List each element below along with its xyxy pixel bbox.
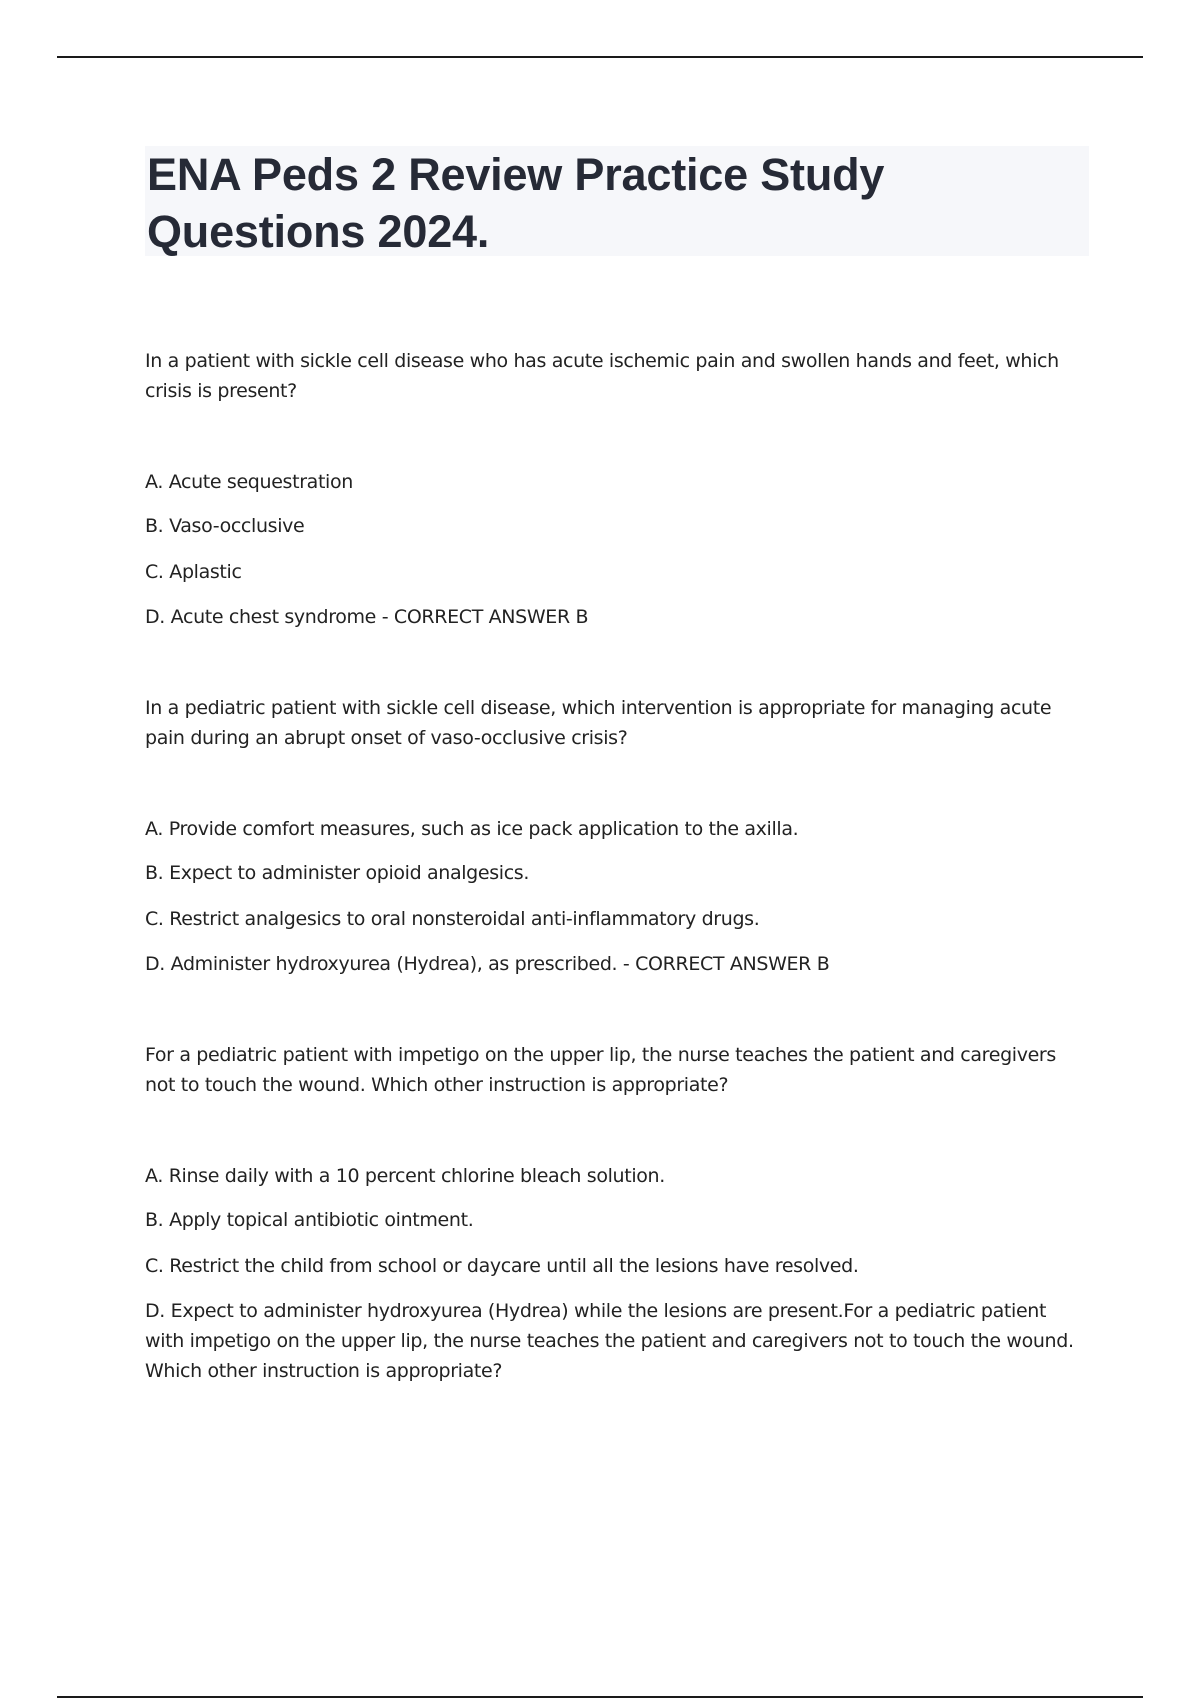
question-3-option-b: B. Apply topical antibiotic ointment.: [145, 1209, 474, 1231]
question-1-text: In a patient with sickle cell disease who has acute ischemic pain and swollen hands and feet, which crisis is present?: [145, 350, 1059, 402]
question-3-option-c: C. Restrict the child from school or daycare until all the lesions have resolved.: [145, 1255, 859, 1277]
question-2-option-d: D. Administer hydroxyurea (Hydrea), as prescribed. - CORRECT ANSWER B: [145, 953, 830, 975]
question-3-option-d: D. Expect to administer hydroxyurea (Hydrea) while the lesions are present.For a pediatric patient with impetigo on the upper lip, the nurse teaches the patient and caregivers not to touch the wound. Which other instruction is appropriate?: [145, 1300, 1074, 1382]
document-title: ENA Peds 2 Review Practice Study Questions 2024.: [147, 149, 885, 257]
bottom-divider: [57, 1696, 1143, 1698]
question-2-option-a: A. Provide comfort measures, such as ice pack application to the axilla.: [145, 818, 799, 840]
question-1-option-d: D. Acute chest syndrome - CORRECT ANSWER B: [145, 606, 589, 628]
question-2-option-c: C. Restrict analgesics to oral nonsteroidal anti-inflammatory drugs.: [145, 908, 760, 930]
question-1-option-a: A. Acute sequestration: [145, 471, 353, 493]
top-divider: [57, 56, 1143, 58]
question-1-option-c: C. Aplastic: [145, 561, 242, 583]
title-banner: [145, 146, 1089, 256]
question-2-option-b: B. Expect to administer opioid analgesics.: [145, 862, 530, 884]
question-3-option-a: A. Rinse daily with a 10 percent chlorine bleach solution.: [145, 1165, 665, 1187]
question-3-text: For a pediatric patient with impetigo on the upper lip, the nurse teaches the patient and caregivers not to touch the wound. Which other instruction is appropriate?: [145, 1044, 1056, 1096]
question-1-option-b: B. Vaso-occlusive: [145, 515, 305, 537]
question-2-text: In a pediatric patient with sickle cell disease, which intervention is appropriate for managing acute pain during an abrupt onset of vaso-occlusive crisis?: [145, 697, 1052, 749]
